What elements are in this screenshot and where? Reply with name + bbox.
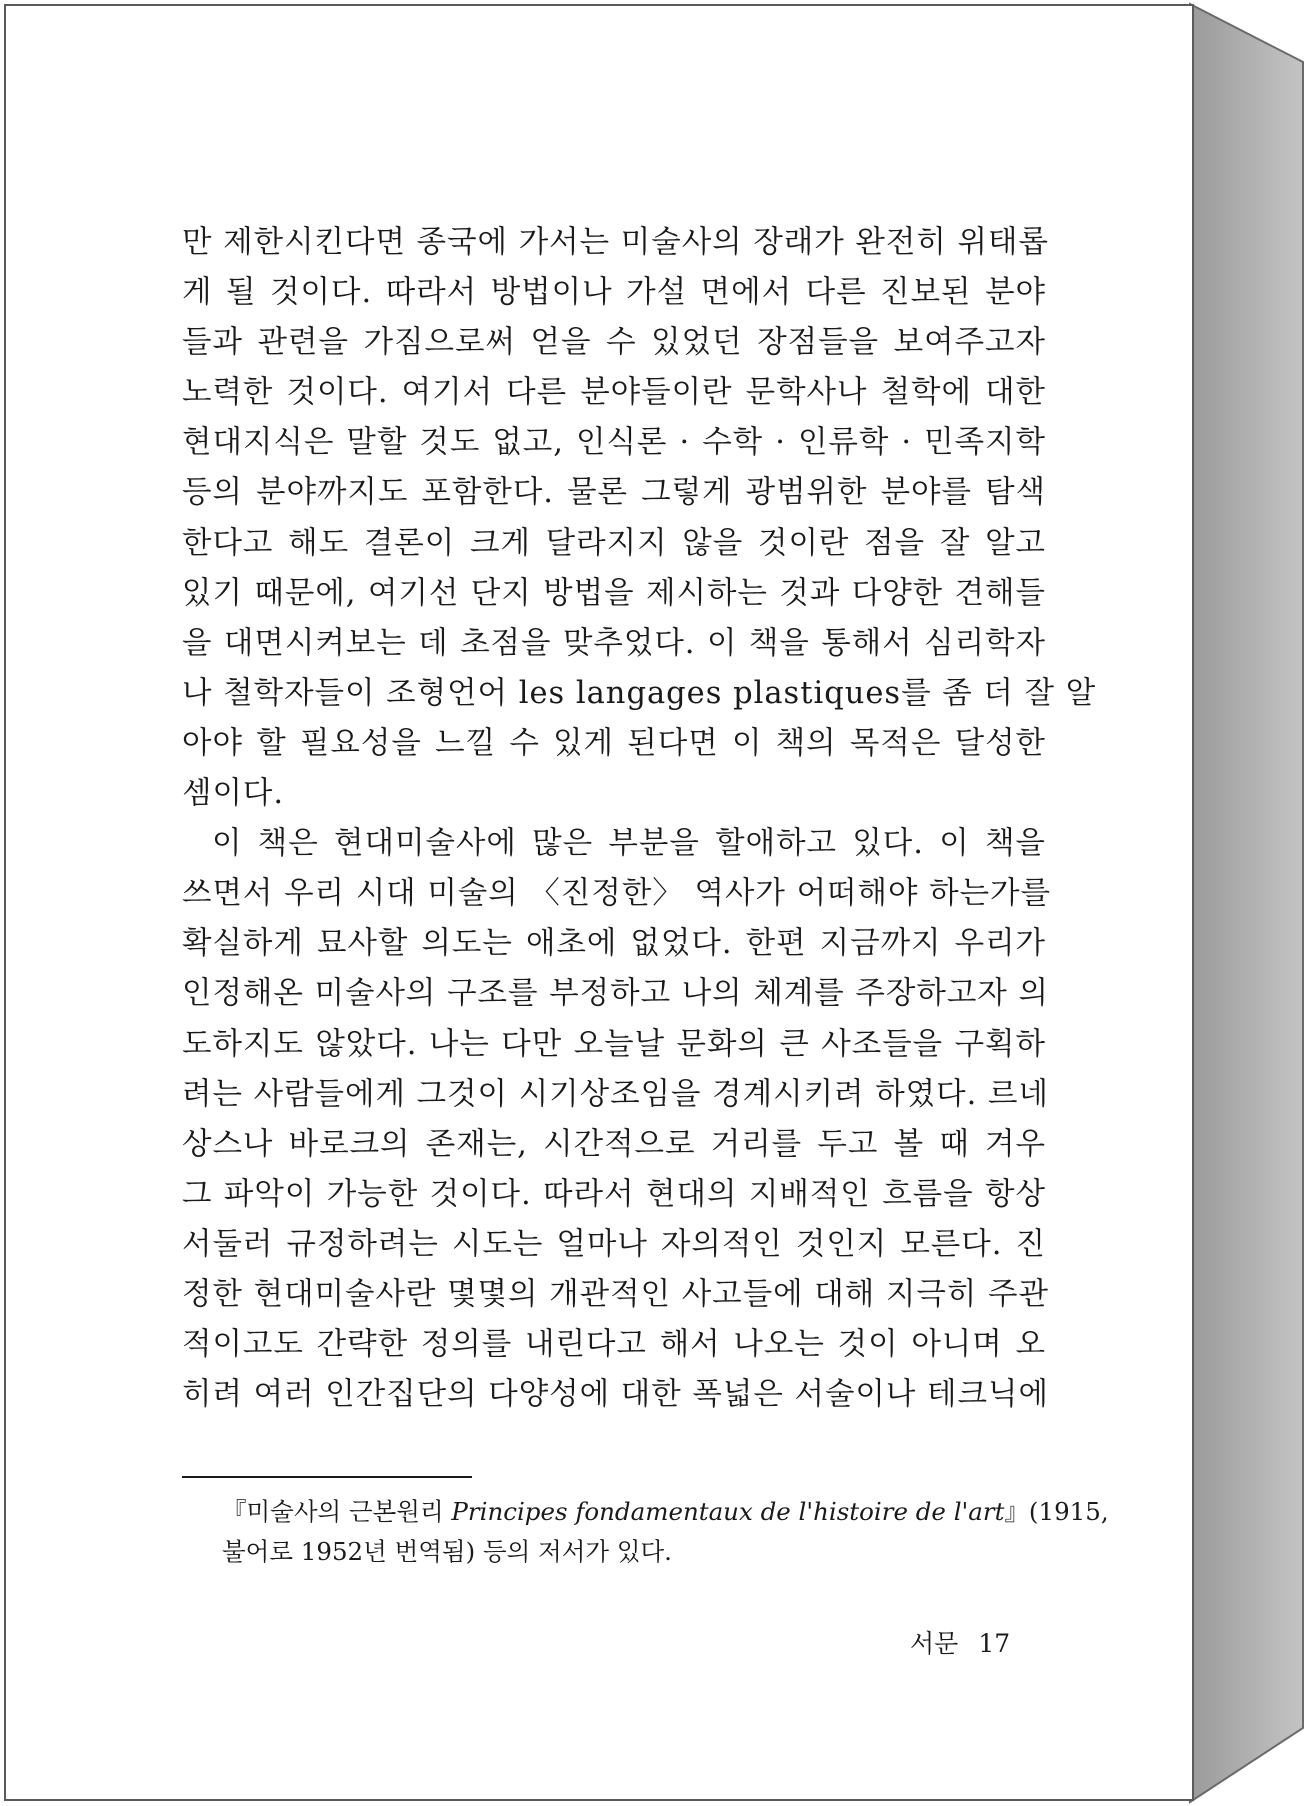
- text-line: 인정해온 미술사의 구조를 부정하고 나의 체계를 주장하고자 의: [182, 976, 1049, 1012]
- footnote-open-text: 『미술사의 근본원리: [222, 1497, 452, 1526]
- text-line: 이 책은 현대미술사에 많은 부분을 할애하고 있다. 이 책을: [212, 826, 1046, 862]
- text-line: 을 대면시켜보는 데 초점을 맞추었다. 이 책을 통해서 심리학자: [182, 625, 1046, 661]
- footnote: [222, 1492, 1109, 1572]
- footnote-divider: [182, 1476, 472, 1478]
- footnote-french-title: Principes fondamentaux de l'histoire de l'art: [451, 1497, 1005, 1526]
- text-line: 서둘러 규정하려는 시도는 얼마나 자의적인 것인지 모른다. 진: [182, 1226, 1046, 1262]
- text-line: 들과 관련을 가짐으로써 얻을 수 있었던 장점들을 보여주고자: [182, 325, 1046, 361]
- footnote-line: [222, 1492, 1109, 1532]
- text-line: 쓰면서 우리 시대 미술의 〈진정한〉 역사가 어떠해야 하는가를: [182, 876, 1051, 912]
- text-line: 등의 분야까지도 포함한다. 물론 그렇게 광범위한 분야를 탐색: [182, 475, 1046, 511]
- running-footer: [910, 1624, 1010, 1660]
- text-line: 현대지식은 말할 것도 없고, 인식론 · 수학 · 인류학 · 민족지학: [182, 425, 1046, 461]
- text-line: 있기 때문에, 여기선 단지 방법을 제시하는 것과 다양한 견해들: [182, 575, 1046, 611]
- text-line: 히려 여러 인간집단의 다양성에 대한 폭넓은 서술이나 테크닉에: [182, 1377, 1049, 1413]
- text-line: 정한 현대미술사란 몇몇의 개관적인 사고들에 대해 지극히 주관: [182, 1276, 1049, 1312]
- text-line: 한다고 해도 결론이 크게 달라지지 않을 것이란 점을 잘 알고: [182, 525, 1046, 561]
- text-line: 만 제한시킨다면 종국에 가서는 미술사의 장래가 완전히 위태롭: [182, 225, 1049, 260]
- text-line: 도하지도 않았다. 나는 다만 오늘날 문화의 큰 사조들을 구획하: [182, 1026, 1046, 1062]
- text-line: 나 철학자들이 조형언어 les langages plastiques를 좀 더 잘 알: [182, 675, 1097, 711]
- text-line: 노력한 것이다. 여기서 다른 분야들이란 문학사나 철학에 대한: [182, 375, 1046, 411]
- text-line: 적이고도 간략한 정의를 내린다고 해서 나오는 것이 아니며 오: [182, 1327, 1046, 1363]
- page-number: 17: [978, 1629, 1011, 1658]
- text-line: 아야 할 필요성을 느낄 수 있게 된다면 이 책의 목적은 달성한: [182, 725, 1046, 761]
- text-line: 그 파악이 가능한 것이다. 따라서 현대의 지배적인 흐름을 항상: [182, 1176, 1046, 1212]
- text-line: 상스나 바로크의 존재는, 시간적으로 거리를 두고 볼 때 겨우: [182, 1126, 1046, 1162]
- text-line: 셈이다.: [182, 776, 285, 812]
- text-line: 게 될 것이다. 따라서 방법이나 가설 면에서 다른 진보된 분야: [182, 275, 1046, 311]
- footnote-line: 불어로 1952년 번역됨) 등의 저서가 있다.: [222, 1537, 672, 1566]
- text-line: 확실하게 묘사할 의도는 애초에 없었다. 한편 지금까지 우리가: [182, 926, 1046, 962]
- text-line: 려는 사람들에게 그것이 시기상조임을 경계시키려 하였다. 르네: [182, 1076, 1049, 1112]
- footnote-close-text: 』(1915,: [1004, 1497, 1109, 1526]
- body-text: [182, 218, 1097, 1420]
- footer-section-title: 서문: [910, 1629, 959, 1658]
